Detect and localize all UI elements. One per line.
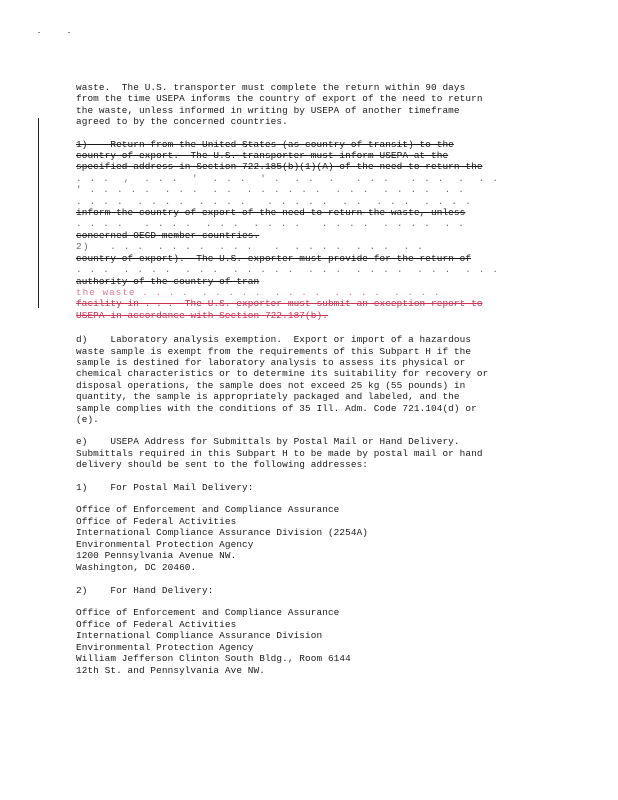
deleted-line: country of export. The U.S. transporter must inform USEPA at the: [76, 150, 449, 162]
address-line: International Compliance Assurance Division (2254A): [76, 527, 369, 539]
scan-speck: [68, 32, 70, 33]
address-line: Office of Enforcement and Compliance Assurance: [76, 606, 340, 618]
deleted-line: country of export). The U.S. exporter must provide for the return of: [76, 252, 472, 264]
address-line: Environmental Protection Agency: [76, 538, 254, 550]
deleted-line: specified address in Section 722.185(b)(1)(A) of the need to return the: [76, 161, 483, 173]
redline-deleted-line: USEPA in accordance with Section 722.187(b).: [76, 309, 328, 321]
deleted-line: inform the country of export of the need to return the waste, unless: [76, 207, 466, 219]
paragraph-e-usepa-address: [76, 436, 544, 470]
address-line: Office of Federal Activities: [76, 618, 237, 630]
address-line: International Compliance Assurance Division: [76, 630, 323, 642]
redline-faint-line: the waste . . . . . . . . . . . . . . . . . . . . .: [76, 286, 441, 298]
address-line: 1200 Pennsylvania Avenue NW.: [76, 550, 237, 562]
text-line: (e).: [76, 413, 99, 425]
faint-line: . . . . . . . . . . . . . . . . . . . . . . . . . . . .: [76, 264, 500, 276]
deleted-line: concerned OECD member countries.: [76, 229, 260, 241]
deleted-line: 1) Return from the United States (as country of transit) to the: [76, 138, 454, 150]
address-line: Office of Enforcement and Compliance Assurance: [76, 504, 340, 515]
text-line: disposal operations, the sample does not exceed 25 kg (55 pounds) in: [76, 379, 466, 391]
hand-address-block: [76, 607, 544, 677]
deleted-paragraph-1: [76, 139, 544, 242]
faint-line: . . . . . . . . . . . . . . . . . . . . . . . . .: [76, 218, 466, 230]
faint-line: 2) . . . . . . . . . . . . . . . . . . . .: [76, 241, 425, 253]
address-line: 12th St. and Pennsylvania Ave NW.: [76, 664, 265, 676]
text-line: quantity, the sample is appropriately packaged and labeled, and the: [76, 391, 460, 403]
text-line: the waste, unless informed in writing by USEPA of another timeframe: [76, 104, 460, 116]
faint-line: ' . . . . . . . . . . . . . . . . . . . . . . . . .: [76, 184, 466, 196]
revision-margin-bar: [38, 118, 39, 308]
hand-delivery-heading: 2) For Hand Delivery:: [76, 584, 214, 596]
deleted-line: authority of the country of tran: [76, 275, 260, 287]
text-line: delivery should be sent to the following addresses:: [76, 459, 369, 471]
text-line: waste sample is exempt from the requirements of this Subpart H if the: [76, 345, 472, 357]
paragraph-waste-return: [76, 82, 544, 128]
text-line: agreed to by the concerned countries.: [76, 116, 288, 128]
postal-delivery-heading: 1) For Postal Mail Delivery:: [76, 481, 254, 493]
deleted-paragraph-2: [76, 241, 544, 321]
redline-deleted-line: facility in . . . The U.S. exporter must submit an exception report to: [76, 298, 483, 310]
address-line: William Jefferson Clinton South Bldg., Room 6144: [76, 653, 351, 665]
address-line: Washington, DC 20460.: [76, 561, 197, 573]
faint-line: . . . , . . . ' . . . ' . . . . . . . . . . . . .: [76, 172, 500, 184]
text-line: sample is destined for laboratory analysis to assess its physical or: [76, 356, 466, 368]
text-line: chemical characteristics or to determine its suitability for recovery or: [76, 368, 489, 380]
text-line: sample complies with the conditions of 35 Ill. Adm. Code 721.104(d) or: [76, 402, 477, 414]
scan-speck: [38, 32, 40, 33]
text-line: e) USEPA Address for Submittals by Postal Mail or Hand Delivery.: [76, 436, 460, 448]
faint-line: . . . . . . . . . . . . . . . . . . . . . . . . . .: [76, 195, 472, 207]
address-line: Office of Federal Activities: [76, 515, 237, 527]
document-body: [76, 82, 544, 677]
text-line: Submittals required in this Subpart H to be made by postal mail or hand: [76, 447, 483, 459]
text-line: from the time USEPA informs the country of export of the need to return: [76, 93, 483, 105]
postal-address-block: [76, 504, 544, 574]
text-line: waste. The U.S. transporter must complete the return within 90 days: [76, 82, 466, 93]
text-line: d) Laboratory analysis exemption. Export or import of a hazardous: [76, 334, 472, 346]
paragraph-d-lab-exemption: [76, 334, 544, 425]
address-line: Environmental Protection Agency: [76, 641, 254, 653]
